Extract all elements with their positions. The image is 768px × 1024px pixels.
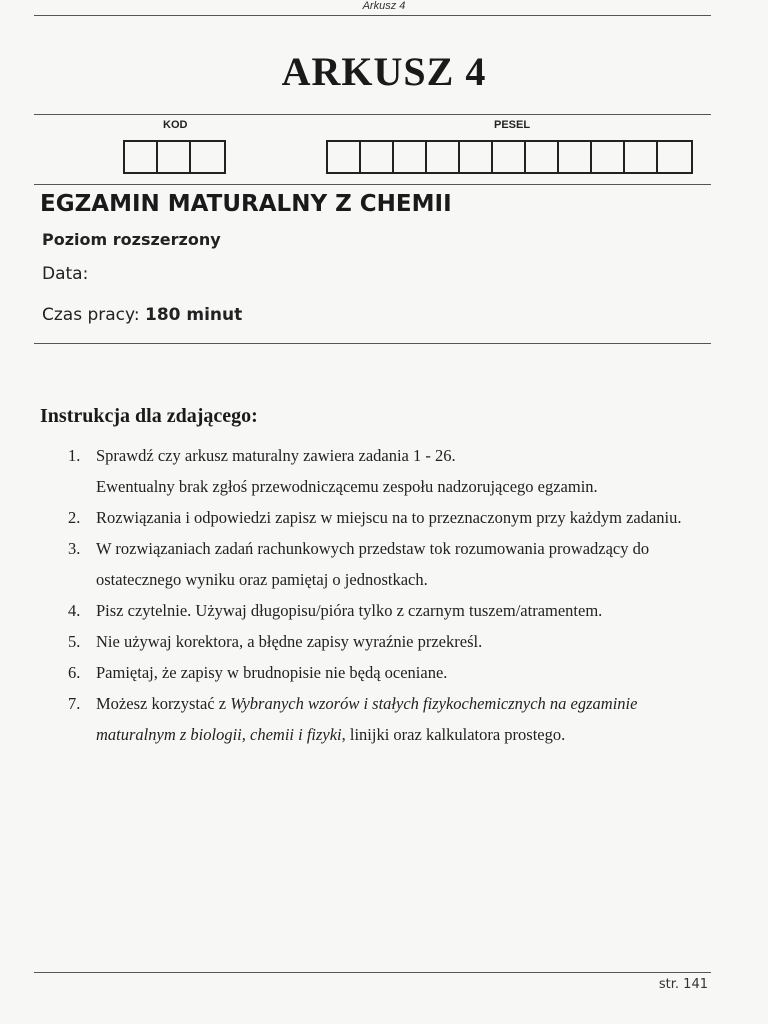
kod-digit-box[interactable] (125, 142, 158, 172)
pesel-digit-box[interactable] (361, 142, 394, 172)
date-label: Data: (42, 264, 89, 284)
pesel-digit-box[interactable] (493, 142, 526, 172)
time-label: Czas pracy: (42, 305, 140, 325)
time-value: 180 minut (144, 305, 243, 325)
pesel-label: PESEL (494, 119, 531, 131)
instruction-number: 3. (68, 539, 81, 558)
instruction-text: Ewentualny brak zgłoś przewodniczącemu zespołu nadzorującego egzamin. (96, 477, 598, 496)
instruction-text: Pisz czytelnie. Używaj długopisu/pióra tylko z czarnym tuszem/atramentem. (96, 601, 603, 620)
divider (34, 972, 711, 973)
pesel-boxes[interactable] (326, 140, 693, 174)
instruction-item (68, 595, 708, 626)
divider (34, 184, 711, 185)
divider (34, 114, 711, 115)
instruction-text: Sprawdź czy arkusz maturalny zawiera zadania 1 - 26. (96, 446, 456, 465)
instruction-text: W rozwiązaniach zadań rachunkowych przedstaw tok rozumowania prowadzący do ostatecznego wyniku oraz pamiętaj o jednostkach. (96, 539, 650, 589)
instruction-item (68, 626, 708, 657)
instruction-number: 6. (68, 663, 81, 682)
kod-boxes[interactable] (123, 140, 226, 174)
pesel-digit-box[interactable] (427, 142, 460, 172)
pesel-digit-box[interactable] (328, 142, 361, 172)
instruction-number: 5. (68, 632, 81, 651)
kod-digit-box[interactable] (158, 142, 191, 172)
instruction-item (68, 688, 708, 750)
pesel-digit-box[interactable] (460, 142, 493, 172)
instruction-number: 7. (68, 694, 81, 713)
instruction-number: 1. (68, 446, 81, 465)
instruction-item (68, 440, 708, 502)
instruction-text: Rozwiązania i odpowiedzi zapisz w miejscu na to przeznaczonym przy każdym zadaniu. (96, 508, 682, 527)
running-head: Arkusz 4 (362, 0, 406, 12)
exam-title: EGZAMIN MATURALNY Z CHEMII (40, 191, 452, 217)
instruction-number: 4. (68, 601, 81, 620)
sheet-title: ARKUSZ 4 (281, 49, 487, 94)
instruction-text: Pamiętaj, że zapisy w brudnopisie nie będą oceniane. (96, 663, 448, 682)
exam-level: Poziom rozszerzony (42, 230, 221, 249)
pesel-digit-box[interactable] (394, 142, 427, 172)
instruction-item (68, 657, 708, 688)
pesel-digit-box[interactable] (625, 142, 658, 172)
instruction-text: Nie używaj korektora, a błędne zapisy wyraźnie przekreśl. (96, 632, 483, 651)
instruction-text: , linijki oraz kalkulatora prostego. (341, 725, 566, 744)
instruction-item (68, 533, 708, 595)
divider (34, 15, 711, 16)
instruction-number: 2. (68, 508, 81, 527)
instruction-text: Możesz korzystać z (96, 694, 231, 713)
instruction-item (68, 502, 708, 533)
pesel-digit-box[interactable] (559, 142, 592, 172)
pesel-digit-box[interactable] (658, 142, 691, 172)
pesel-digit-box[interactable] (526, 142, 559, 172)
instructions-list (68, 440, 708, 750)
kod-label: KOD (163, 119, 188, 131)
instruction-text-italic: Wybranych wzorów i stałych fizykochemicznych na egzaminie maturalnym z biologii, chemii i fizyki (96, 694, 638, 744)
instructions-heading: Instrukcja dla zdającego: (40, 405, 258, 427)
pesel-digit-box[interactable] (592, 142, 625, 172)
kod-digit-box[interactable] (191, 142, 224, 172)
page-number: str. 141 (658, 977, 708, 992)
time-line (42, 305, 242, 325)
divider (34, 343, 711, 344)
